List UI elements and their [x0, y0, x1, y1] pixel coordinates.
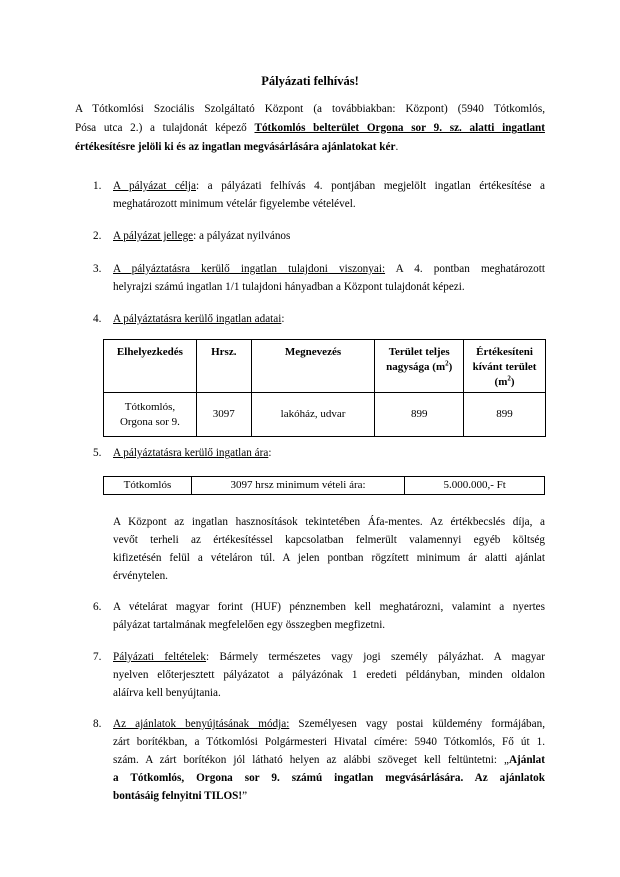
page-title: Pályázati felhívás!: [261, 74, 359, 88]
item-1-line-2: meghatározott minimum vételár figyelembe vételével.: [113, 198, 356, 210]
cell-price-desc: 3097 hrsz minimum vételi ára:: [191, 477, 404, 495]
cell-hrsz: 3097: [196, 393, 251, 437]
item-number: 2.: [93, 230, 102, 242]
item-number: 5.: [93, 447, 102, 459]
item-number: 7.: [93, 651, 102, 663]
item-4-line-1: [113, 310, 545, 328]
quoted-text: Ajánlat: [508, 754, 545, 766]
item-5-line-1: [113, 444, 545, 462]
item-text: :: [281, 313, 285, 325]
item-number: 4.: [93, 313, 102, 325]
cell-total-area: 899: [375, 393, 464, 437]
cell-sale-area: 899: [464, 393, 546, 437]
cell-place: Tótkomlós: [104, 477, 192, 495]
item-3-line-2: helyrajzi számú ingatlan 1/1 tulajdoni hányadban a Központ tulajdonát képezi.: [113, 281, 465, 293]
item-text: : a pályázat nyilvános: [193, 230, 291, 242]
item-number: 8.: [93, 718, 102, 730]
superscript: 2: [507, 374, 511, 383]
paren: ): [510, 376, 515, 388]
cell-price: 5.000.000,- Ft: [405, 477, 545, 495]
header-total-area: [375, 340, 464, 393]
location-line-2: Orgona sor 9.: [119, 415, 180, 428]
item-text: : a pályázati felhívás 4. pontjában megjelölt ingatlan értékesítése a: [196, 180, 545, 192]
superscript: 2: [445, 359, 449, 368]
item-number: 3.: [93, 263, 102, 275]
item-8-line-2: zárt borítékban, a Tótkomlósi Polgármesteri Hivatal címére: 5940 Tótkomlós, Fő út 1.: [113, 736, 545, 748]
item-text: :: [268, 447, 272, 459]
table-row: [104, 477, 545, 495]
item-label: Az ajánlatok benyújtásának módja:: [113, 718, 290, 730]
item-label: A pályáztatásra kerülő ingatlan tulajdoni viszonyai:: [113, 263, 386, 275]
item-number: 6.: [93, 601, 102, 613]
item-2-line-1: [113, 227, 545, 245]
intro-property-highlight: Tótkomlós belterület Orgona sor 9. sz. alatti ingatlant: [254, 122, 545, 134]
cell-location: [104, 393, 197, 437]
property-table: [103, 339, 546, 437]
item-number: 1.: [93, 180, 102, 192]
price-table: [103, 476, 545, 495]
item-label: A pályázat jellege: [113, 230, 194, 242]
item-8-line-5: [113, 787, 545, 805]
intro-text: Pósa utca 2.) a tulajdonát képező: [75, 122, 255, 134]
item-6-line-1: A vételárat magyar forint (HUF) pénznemben kell meghatározni, valamint a nyertes: [113, 601, 545, 613]
quoted-text: bontásáig felnyitni TILOS!: [113, 790, 243, 802]
item-8-line-4: a Tótkomlós, Orgona sor 9. számú ingatlan megvásárlására. Az ajánlatok: [113, 772, 545, 784]
intro-line-1: A Tótkomlósi Szociális Szolgáltató Központ (a továbbiakban: Központ) (5940 Tótkomlós,: [75, 103, 545, 115]
item-text: A 4. pontban meghatározott: [385, 263, 545, 275]
header-hrsz: Hrsz.: [196, 340, 251, 393]
price-note-line-1: A Központ az ingatlan hasznosítások tekintetében Áfa-mentes. Az értékbecslés díja, a: [113, 516, 545, 528]
intro-request: értékesítésre jelöli ki és az ingatlan megvásárlására ajánlatokat kér: [75, 141, 396, 153]
paren: ): [448, 361, 453, 373]
price-note-line-3: kifizetésén felül a vételáron túl. A jelen pontban rögzített minimum ár alatti ajánlat: [113, 552, 545, 564]
item-7-line-3: aláírva kell benyújtania.: [113, 687, 221, 699]
header-sale-area-line-1: Értékesíteni: [476, 346, 533, 358]
header-location: Elhelyezkedés: [104, 340, 197, 393]
item-7-line-2: nyelven előterjesztett pályázatot a pályázónak 1 eredeti példányban, minden oldalon: [113, 669, 545, 681]
cell-name: lakóház, udvar: [251, 393, 375, 437]
header-sale-area-line-3: [464, 375, 545, 390]
header-sale-area: [464, 340, 546, 393]
price-note-line-2: vevőt terheli az értékesítéssel kapcsolatban felmerült valamennyi egyéb költség: [113, 534, 545, 546]
closing-quote: ”: [242, 790, 248, 802]
item-label: A pályáztatásra kerülő ingatlan ára: [113, 447, 269, 459]
header-sale-area-line-2: kívánt terület: [472, 361, 537, 373]
item-label: Pályázati feltételek: [113, 651, 207, 663]
header-total-area-line-1: Terület teljes: [388, 346, 450, 358]
item-text: Személyesen vagy postai küldemény formájában,: [289, 718, 545, 730]
item-label: A pályáztatásra kerülő ingatlan adatai: [113, 313, 282, 325]
intro-period: .: [395, 141, 399, 153]
location-line-1: Tótkomlós,: [124, 400, 176, 413]
table-row: [104, 393, 546, 437]
item-text: szám. A zárt borítékon jól látható helyen az alábbi szöveget kell feltüntetni: „: [113, 754, 509, 766]
table-header-row: [104, 340, 546, 393]
header-sale-area-text: (m: [494, 376, 508, 388]
item-6-line-2: pályázat tartalmának megfelelően egy összegben megfizetni.: [113, 619, 386, 631]
item-label: A pályázat célja: [113, 180, 196, 192]
intro-line-3: [75, 138, 545, 156]
header-total-area-text: nagysága (m: [386, 361, 446, 373]
header-name: Megnevezés: [251, 340, 375, 393]
header-total-area-line-2: [375, 360, 463, 375]
item-text: : Bármely természetes vagy jogi személy pályázhat. A magyar: [206, 651, 545, 663]
price-note-line-4: érvénytelen.: [113, 570, 168, 582]
